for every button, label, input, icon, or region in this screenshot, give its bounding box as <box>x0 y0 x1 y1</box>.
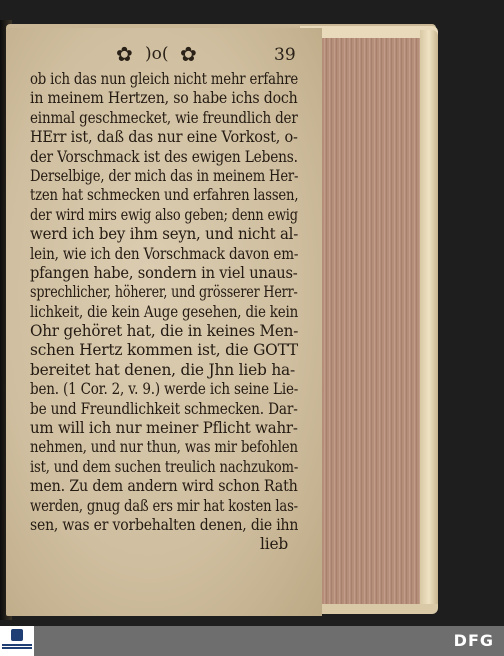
flower-ornament-icon: ✿ <box>180 42 197 66</box>
text-line: ben. (1 Cor. 2, v. 9.) werde ich seine Lie- <box>30 380 299 399</box>
text-line: tzen hat schmecken und erfahren lassen, <box>30 186 299 205</box>
text-line: der wird mirs ewig also geben; denn ewig <box>30 205 298 224</box>
page-number: 39 <box>274 45 296 65</box>
text-line: ist, und dem suchen treulich nachzukom- <box>30 457 299 476</box>
text-line: Derselbige, der mich das in meinem Her- <box>30 166 299 185</box>
text-line: ob ich das nun gleich nicht mehr erfahre <box>30 70 299 88</box>
text-line: men. Zu dem andern wird schon Rath <box>30 477 298 496</box>
text-line: in meinem Hertzen, so habe ichs doch <box>30 89 298 108</box>
text-line: werden, gnug daß ers mir hat kosten las- <box>30 496 298 515</box>
text-line: be und Freundlichkeit schmecken. Dar- <box>30 399 298 418</box>
page-fore-edge <box>318 34 422 609</box>
library-emblem-icon <box>11 629 23 641</box>
dfg-logo[interactable]: DFG <box>453 631 494 650</box>
center-ornament: )o( <box>145 44 169 64</box>
library-logo[interactable] <box>0 626 34 656</box>
text-line: um will ich nur meiner Pflicht wahr- <box>30 419 298 438</box>
text-line: nehmen, und nur thun, was mir befohlen <box>30 438 298 457</box>
text-line: werd ich bey ihm seyn, und nicht al- <box>30 225 299 244</box>
text-line: bereitet hat denen, die Jhn lieb ha- <box>30 360 296 379</box>
text-line: lichkeit, die kein Auge gesehen, die kein <box>30 302 299 321</box>
body-text <box>30 70 298 555</box>
library-logo-wordmark <box>2 643 32 653</box>
text-line: sen, was er vorbehalten denen, die ihn <box>30 515 299 534</box>
flower-ornament-icon: ✿ <box>116 42 133 66</box>
viewer-footer <box>0 626 504 656</box>
text-line: sprechlicher, höherer, und grösserer Herr- <box>30 283 298 302</box>
catchword: lieb <box>260 535 289 554</box>
text-line: Ohr gehöret hat, die in keines Men- <box>30 322 299 341</box>
book-cover-edge <box>420 30 438 610</box>
text-line: einmal geschmecket, wie freundlich der <box>30 108 298 127</box>
text-line: HErr ist, daß das nur eine Vorkost, o- <box>30 128 298 147</box>
text-line: pfangen habe, sondern in viel unaus- <box>30 263 298 282</box>
text-line: der Vorschmack ist des ewigen Lebens. <box>30 147 298 166</box>
page-header <box>0 42 320 66</box>
text-line: schen Hertz kommen ist, die GOTT <box>30 341 299 360</box>
text-line: lein, wie ich den Vorschmack davon em- <box>30 244 299 263</box>
